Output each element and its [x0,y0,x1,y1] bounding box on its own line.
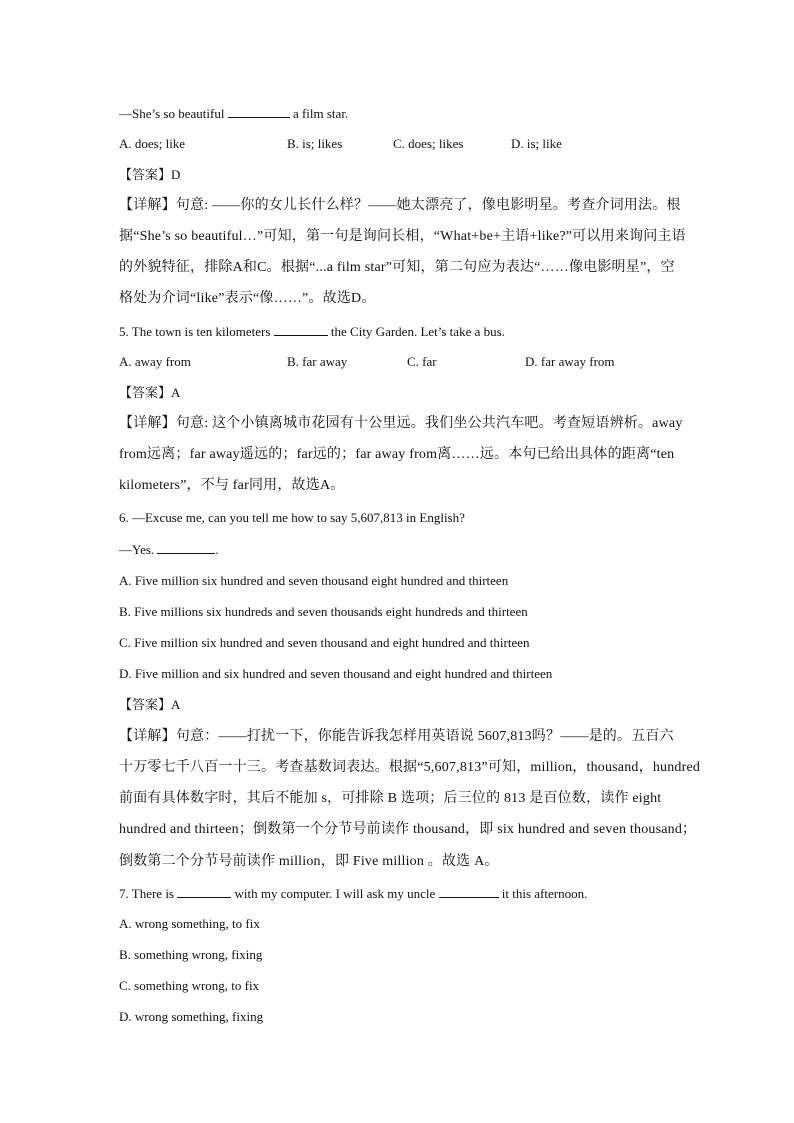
q5-stem [119,321,505,342]
q4-explanation-line: 【详解】句意: ——你的女儿长什么样？——她太漂亮了，像电影明星。考查介词用法。根 [119,198,681,213]
q7-stem [119,883,587,904]
q6-explanation-line: 【详解】句意：——打扰一下，你能告诉我怎样用英语说 5607,813吗？——是的。五百六 [119,729,674,744]
q7-stem-part-c: it this afternoon. [501,886,588,901]
q6-reply-part-a: —Yes. [119,542,155,557]
q6-explanation-line: 倒数第二个分节号前读作 million，即 Five million 。故选 A。 [119,854,499,869]
q7-option-d: D. wrong something, fixing [119,1009,264,1024]
q5-explanation-line: from远离；far away遥远的；far远的；far away from离……远。本句已给出具体的距离“ten [119,447,675,462]
q6-option-c: C. Five million six hundred and seven thousand and eight hundred and thirteen [119,635,530,650]
q5-option-c: C. far [407,354,437,369]
q5-stem-part-a: 5. The town is ten kilometers [119,324,271,339]
q4-stem-part-a: —She’s so beautiful [119,106,225,121]
q6-stem: 6. —Excuse me, can you tell me how to say 5,607,813 in English? [119,510,465,525]
q6-reply-part-b: . [215,542,219,557]
q5-option-a: A. away from [119,354,191,369]
q7-blank-1 [177,883,231,898]
q4-explanation-line: 据“She’s so beautiful…”可知，第一句是询问长相，“What+be+主语+like?”可以用来询问主语 [119,229,686,244]
q6-answer: 【答案】A [119,697,181,712]
q7-option-a: A. wrong something, to fix [119,916,260,931]
q7-option-c: C. something wrong, to fix [119,978,260,993]
q5-option-b: B. far away [287,354,348,369]
q5-explanation-line: 【详解】句意: 这个小镇离城市花园有十公里远。我们坐公共汽车吧。考查短语辨析。away [119,416,683,431]
q4-stem-part-b: a film star. [292,106,349,121]
q7-blank-2 [439,883,499,898]
q7-stem-part-a: 7. There is [119,886,174,901]
q6-explanation-line: 十万零七千八百一十三。考查基数词表达。根据“5,607,813”可知，million，thousand，hundred [119,760,701,775]
q4-option-d: D. is; like [511,136,562,151]
q5-blank [274,321,328,336]
q6-explanation-line: hundred and thirteen；倒数第一个分节号前读作 thousand，即 six hundred and seven thousand； [119,822,697,837]
q5-stem-part-b: the City Garden. Let’s take a bus. [330,324,505,339]
q6-explanation-line: 前面有具体数字时，其后不能加 s，可排除 B 选项；后三位的 813 是百位数，读作 eight [119,791,662,806]
q7-option-b: B. something wrong, fixing [119,947,263,962]
q6-reply [119,539,219,560]
q4-answer: 【答案】D [119,167,181,182]
q4-explanation-line: 的外貌特征，排除A和C。根据“...a film star”可知，第二句应为表达“……像电影明星”，空 [119,260,675,275]
q5-explanation-line: kilometers”，不与 far同用，故选A。 [119,478,345,493]
q4-option-a: A. does; like [119,136,186,151]
q6-option-a: A. Five million six hundred and seven thousand eight hundred and thirteen [119,573,509,588]
q4-blank [228,103,290,118]
q4-explanation-line: 格处为介词“like”表示“像……”。故选D。 [119,291,376,306]
q5-option-d: D. far away from [525,354,615,369]
q5-answer: 【答案】A [119,385,181,400]
q6-option-b: B. Five millions six hundreds and seven thousands eight hundreds and thirteen [119,604,528,619]
q6-option-d: D. Five million and six hundred and seven thousand and eight hundred and thirteen [119,666,553,681]
q4-option-c: C. does; likes [393,136,464,151]
q4-option-b: B. is; likes [287,136,343,151]
q7-stem-part-b: with my computer. I will ask my uncle [234,886,436,901]
q6-blank [157,539,215,554]
q4-stem [119,103,348,124]
